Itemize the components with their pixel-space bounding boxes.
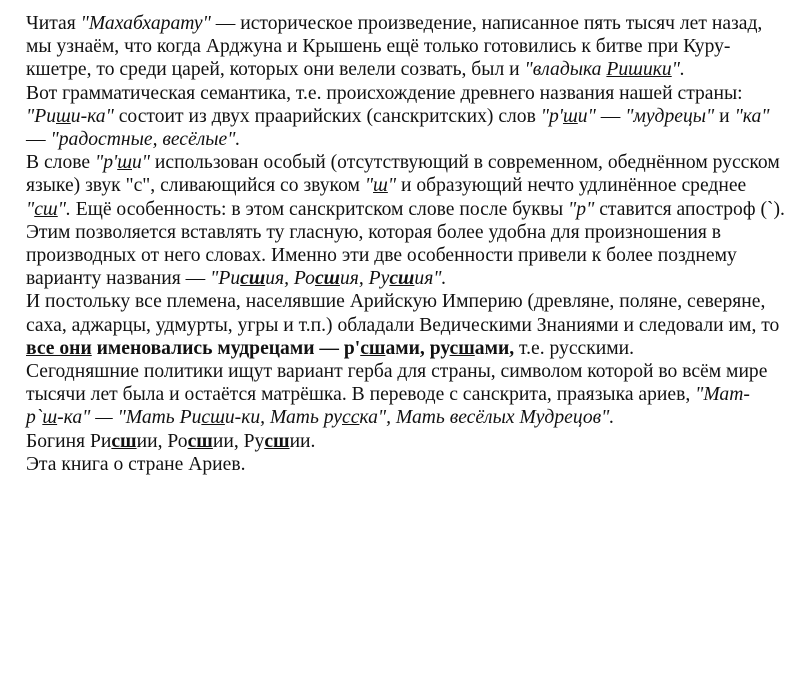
- text-run: Вот грамматическая семантика, т.е. происхождение древнего названия нашей страны:: [26, 82, 743, 104]
- text-run: сш: [187, 430, 213, 452]
- text-run: Сегодняшние политики ищут вариант герба для страны, символом которой во всём мире тысячи лет была и остаётся матрёшка. В переводе с санскрита, праязыка ариев,: [26, 361, 768, 406]
- text-run: и-ка": [70, 105, 114, 127]
- text-run: Читая: [26, 13, 81, 34]
- text-run: и: [714, 105, 735, 127]
- text-run: "р': [94, 152, 118, 174]
- text-run: и-ки, Мать ру: [224, 407, 342, 429]
- text-run: ": [26, 198, 35, 220]
- text-run: "Махабхарату": [80, 13, 211, 34]
- text-run: — историческое произведение, написанное пять тысяч лет назад, мы узнаём, что когда Арджуна и Крышень ещё только готовились к битве при Куру-кшетре, то среди царей, которых они велели созвать, был и: [26, 13, 763, 81]
- text-paragraph: [26, 430, 786, 453]
- text-run: "владыка: [524, 59, 607, 81]
- text-run: ш: [373, 175, 388, 197]
- text-run: ш: [42, 407, 58, 429]
- text-paragraph: [26, 360, 786, 430]
- text-run: В слове: [26, 152, 95, 174]
- text-run: ".: [671, 59, 685, 81]
- text-run: "Ри: [210, 268, 241, 290]
- text-run: "Мат-р`: [26, 384, 750, 429]
- text-run: "р": [568, 198, 595, 220]
- text-run: ия, Ро: [265, 268, 315, 290]
- text-run: И постольку все племена, населявшие Арийскую Империю (древляне, поляне, северяне, саха, аджарцы, удмурты, угры и т.п.) обладали Ведическими Знаниями и следовали им, то: [26, 291, 780, 336]
- text-run: —: [26, 129, 51, 151]
- text-run: ".: [57, 198, 71, 220]
- text-paragraph: [26, 151, 786, 290]
- text-run: ": [364, 175, 374, 197]
- text-run: использован особый (отсутствующий в современном, обеднённом русском языке) звук "с", сливающийся со звуком: [26, 152, 780, 197]
- text-run: и образующий нечто удлинённое среднее: [396, 175, 747, 197]
- text-run: ставится апостроф (`). Этим позволяется вставлять ту гласную, которая более удобна для произношения в производных от него словах. Именно эти две особенности привели к более позднему варианту названия —: [26, 198, 785, 290]
- text-run: "ка": [734, 105, 770, 127]
- text-run: ш: [117, 152, 132, 174]
- text-run: "радостные, весёлые".: [50, 129, 241, 151]
- text-run: сш: [314, 268, 340, 290]
- text-run: сс: [342, 407, 360, 429]
- text-run: Богиня Ри: [26, 430, 112, 452]
- text-run: Ещё особенность: в этом санскритском слове после буквы: [70, 198, 569, 220]
- text-run: —: [595, 105, 626, 127]
- text-run: ш: [562, 105, 578, 127]
- text-paragraph: [26, 82, 786, 105]
- text-run: "Ри: [26, 105, 56, 127]
- text-run: и": [132, 152, 151, 174]
- text-run: т.е. русскими.: [514, 337, 635, 359]
- text-run: ия, Ру: [339, 268, 390, 290]
- text-paragraph: [26, 105, 786, 151]
- text-paragraph: [26, 290, 786, 360]
- text-run: ами,: [474, 337, 515, 359]
- text-run: именовались мудрецами — р': [91, 337, 361, 359]
- text-run: ия".: [414, 268, 447, 290]
- text-run: все они: [26, 337, 92, 359]
- text-run: сш: [34, 198, 58, 220]
- text-run: сш: [264, 430, 290, 452]
- text-run: сш: [360, 337, 386, 359]
- document-body: [26, 12, 786, 476]
- text-run: ии, Ру: [212, 430, 265, 452]
- text-run: и": [577, 105, 596, 127]
- text-run: ка", Мать весёлых Мудрецов".: [359, 407, 615, 429]
- text-run: Эта книга о стране Ариев.: [26, 453, 246, 475]
- text-run: сш: [240, 268, 266, 290]
- text-run: ": [387, 175, 397, 197]
- text-run: состоит из двух праарийских (санскритских) слов: [113, 105, 541, 127]
- text-run: ш: [56, 105, 71, 127]
- text-run: ии.: [289, 430, 316, 452]
- text-run: сш: [389, 268, 415, 290]
- text-run: "р': [540, 105, 563, 127]
- text-run: Ришики: [606, 59, 672, 81]
- text-run: ами, ру: [385, 337, 450, 359]
- text-run: сш: [449, 337, 475, 359]
- text-paragraph: [26, 453, 786, 476]
- text-paragraph: [26, 12, 786, 82]
- text-run: "мудрецы": [625, 105, 715, 127]
- text-run: ии, Ро: [136, 430, 188, 452]
- text-run: -ка" — "Мать Ри: [57, 407, 202, 429]
- text-run: сш: [111, 430, 137, 452]
- text-run: сш: [201, 407, 225, 429]
